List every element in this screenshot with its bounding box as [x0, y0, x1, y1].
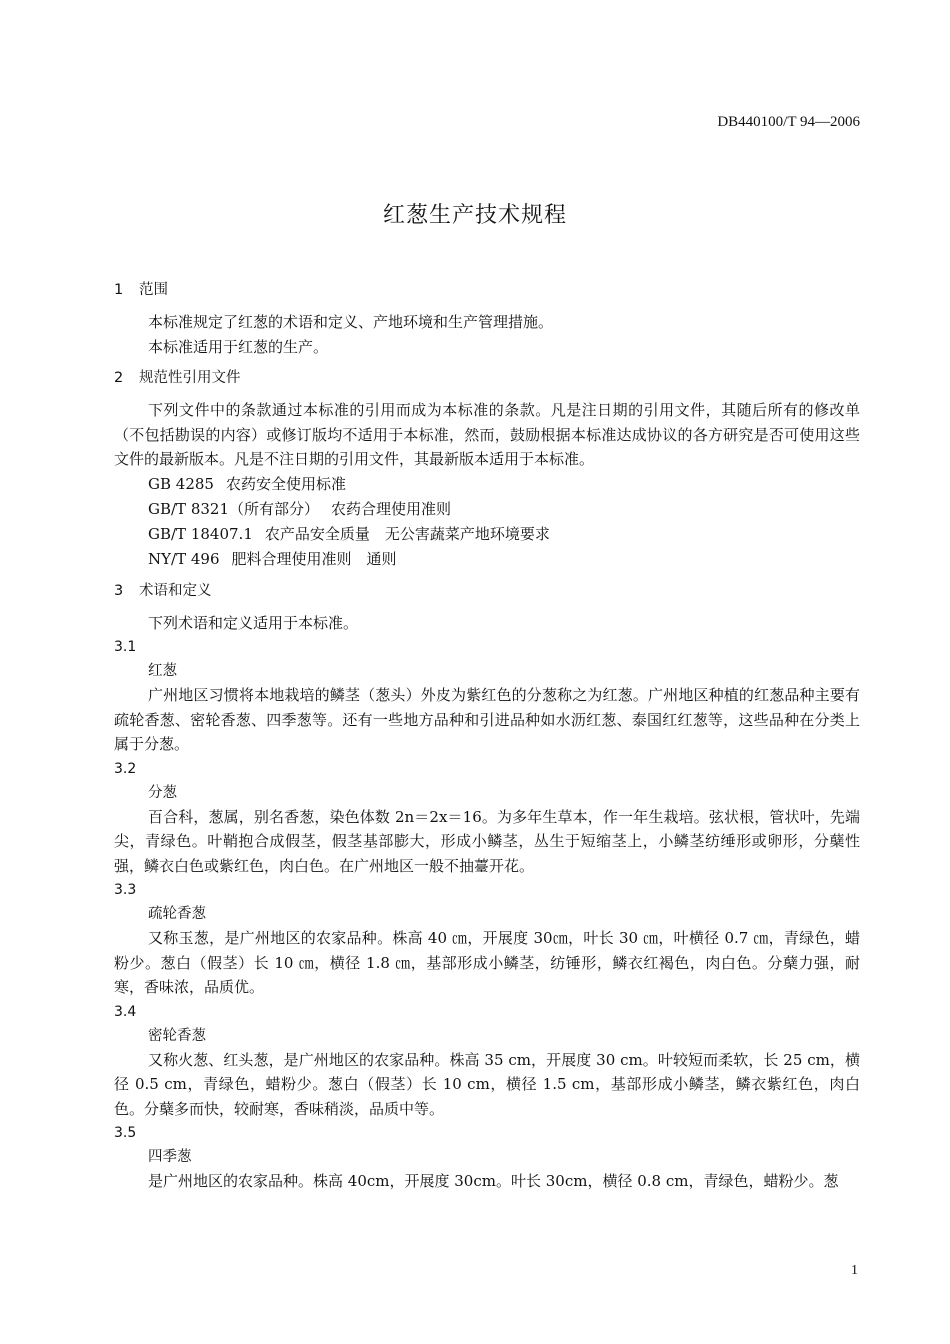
section-heading [114, 279, 860, 301]
standard-code: DB440100/T 94—2006 [717, 114, 860, 130]
term-number: 3.5 [114, 1125, 137, 1141]
term-name: 密轮香葱 [148, 1027, 206, 1044]
reference-item [114, 547, 860, 572]
reference-item [114, 497, 860, 522]
section-number: 3 [114, 582, 124, 599]
section-scope [114, 279, 860, 359]
paragraph: 本标准适用于红葱的生产。 [148, 337, 329, 356]
term-name: 分葱 [148, 784, 177, 801]
page-number: 1 [851, 1263, 858, 1278]
term-definition: 广州地区习惯将本地栽培的鳞茎（葱头）外皮为紫红色的分葱称之为红葱。广州地区种植的红葱品种主要有疏轮香葱、密轮香葱、四季葱等。还有一些地方品种和引进品种如水沥红葱、泰国红红葱等，这些品种在分类上属于分葱。 [114, 686, 860, 753]
section-terms-definitions [114, 580, 860, 1194]
reference-code: GB/T 18407.1 [148, 524, 253, 543]
reference-item [114, 472, 860, 497]
term-number: 3.1 [114, 639, 137, 655]
reference-item [114, 522, 860, 547]
term-number: 3.3 [114, 882, 137, 898]
section-title: 范围 [139, 282, 168, 298]
reference-code: GB 4285 [148, 474, 214, 493]
section-title: 术语和定义 [139, 582, 212, 599]
term-entry [114, 635, 860, 757]
term-entry [114, 1121, 860, 1194]
section-title: 规范性引用文件 [139, 370, 241, 386]
section-heading [114, 580, 860, 602]
paragraph: 本标准规定了红葱的术语和定义、产地环境和生产管理措施。 [148, 313, 554, 331]
term-name: 红葱 [148, 663, 177, 679]
term-definition: 百合科，葱属，别名香葱，染色体数 2n＝2x＝16。为多年生草本，作一年生栽培。弦状根，管状叶，先端尖，青绿色。叶鞘抱合成假茎，假茎基部膨大，形成小鳞茎，丛生于短缩茎上，小鳞茎纺缍形或卵形，分蘖性强，鳞衣白色或紫红色，肉白色。在广州地区一般不抽薹开花。 [114, 807, 860, 875]
section-heading [114, 367, 860, 389]
section-normative-references [114, 367, 860, 572]
paragraph: 下列术语和定义适用于本标准。 [148, 613, 359, 632]
section-number: 2 [114, 370, 124, 386]
term-definition: 又称玉葱，是广州地区的农家品种。株高 40 ㎝，开展度 30㎝，叶长 30 ㎝，叶横径 0.7 ㎝，青绿色，蜡粉少。葱白（假茎）长 10 ㎝，横径 1.8 ㎝，基部形成小鳞茎，纺锤形，鳞衣红褐色，肉白色。分蘖力强，耐寒，香味浓，品质优。 [114, 929, 860, 996]
term-number: 3.2 [114, 760, 137, 777]
term-name: 疏轮香葱 [148, 906, 206, 922]
term-name: 四季葱 [148, 1149, 192, 1165]
term-number: 3.4 [114, 1003, 137, 1020]
paragraph: 下列文件中的条款通过本标准的引用而成为本标准的条款。凡是注日期的引用文件，其随后所有的修改单（不包括勘误的内容）或修订版均不适用于本标准，然而，鼓励根据本标准达成协议的各方研究是否可使用这些文件的最新版本。凡是不注日期的引用文件，其最新版本适用于本标准。 [114, 401, 860, 468]
section-number: 1 [114, 282, 124, 298]
term-definition: 又称火葱、红头葱，是广州地区的农家品种。株高 35 cm，开展度 30 cm。叶较短而柔软，长 25 cm，横径 0.5 cm，青绿色，蜡粉少。葱白（假茎）长 10 cm，横径 1.5 cm，基部形成小鳞茎，鳞衣紫红色，肉白色。分蘖多而快，较耐寒，香味稍淡，品质中等。 [114, 1050, 860, 1118]
term-definition: 是广州地区的农家品种。株高 40cm，开展度 30cm。叶长 30cm，横径 0.8 cm，青绿色，蜡粉少。葱 [148, 1172, 839, 1190]
reference-code: NY/T 496 [148, 549, 220, 568]
term-entry [114, 757, 860, 879]
document-body [114, 276, 860, 1202]
reference-title: 肥料合理使用准则 通则 [231, 549, 397, 568]
reference-title: 农产品安全质量 无公害蔬菜产地环境要求 [264, 524, 550, 543]
term-entry [114, 1000, 860, 1122]
document-title: 红葱生产技术规程 [382, 203, 567, 228]
reference-title: 农药合理使用准则 [331, 499, 452, 518]
reference-code: GB/T 8321（所有部分） [148, 499, 320, 518]
reference-title: 农药安全使用标准 [225, 474, 346, 493]
term-entry [114, 878, 860, 1000]
